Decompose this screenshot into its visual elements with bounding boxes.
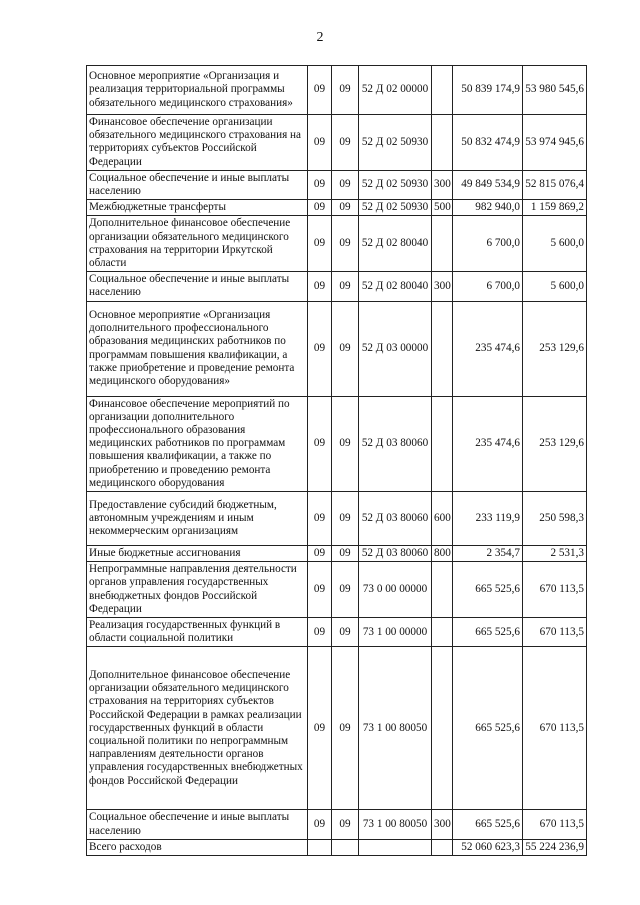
cell-expense-type xyxy=(432,216,453,272)
cell-section: 09 xyxy=(308,272,332,301)
cell-target-article: 52 Д 02 50930 xyxy=(359,170,432,199)
cell-subsection: 09 xyxy=(332,810,359,839)
page-number: 2 xyxy=(316,30,324,45)
cell-subsection: 09 xyxy=(332,562,359,618)
table-row xyxy=(87,810,587,839)
cell-amount-year-1: 6 700,0 xyxy=(453,272,523,301)
cell-amount-year-2: 670 113,5 xyxy=(523,647,587,810)
cell-name: Межбюджетные трансферты xyxy=(87,200,308,216)
cell-expense-type: 800 xyxy=(432,546,453,562)
cell-amount-year-2: 670 113,5 xyxy=(523,810,587,839)
cell-amount-year-2: 2 531,3 xyxy=(523,546,587,562)
table-row xyxy=(87,562,587,618)
table-row xyxy=(87,301,587,396)
cell-name: Основное мероприятие «Организация дополнительного профессионального образования медицинских работников по программам повышения квалификации, а также приобретение и проведение ремонта медицинского оборудования» xyxy=(87,301,308,396)
cell-amount-year-2: 53 980 545,6 xyxy=(523,66,587,115)
cell-section: 09 xyxy=(308,562,332,618)
cell-expense-type xyxy=(432,396,453,491)
cell-name: Реализация государственных функций в области социальной политики xyxy=(87,618,308,647)
cell-amount-year-1: 665 525,6 xyxy=(453,618,523,647)
cell-expense-type xyxy=(432,647,453,810)
cell-target-article: 52 Д 02 80040 xyxy=(359,216,432,272)
cell-subsection: 09 xyxy=(332,170,359,199)
cell-amount-year-1: 665 525,6 xyxy=(453,810,523,839)
cell-target-article: 73 0 00 00000 xyxy=(359,562,432,618)
cell-amount-year-1: 235 474,6 xyxy=(453,301,523,396)
cell-target-article: 52 Д 02 50930 xyxy=(359,115,432,171)
budget-expenditure-table xyxy=(86,65,587,856)
cell-name: Предоставление субсидий бюджетным, автономным учреждениям и иным некоммерческим организациям xyxy=(87,492,308,546)
cell-section: 09 xyxy=(308,301,332,396)
cell-section: 09 xyxy=(308,810,332,839)
cell-subsection: 09 xyxy=(332,396,359,491)
cell-expense-type: 300 xyxy=(432,272,453,301)
cell-name: Дополнительное финансовое обеспечение организации обязательного медицинского страхования на территории Иркутской области xyxy=(87,216,308,272)
table-row xyxy=(87,115,587,171)
cell-target-article: 52 Д 02 00000 xyxy=(359,66,432,115)
cell-amount-year-2: 670 113,5 xyxy=(523,618,587,647)
cell-amount-year-1: 665 525,6 xyxy=(453,562,523,618)
cell-amount-year-1: 50 839 174,9 xyxy=(453,66,523,115)
cell-expense-type: 300 xyxy=(432,810,453,839)
table-row xyxy=(87,272,587,301)
cell-expense-type xyxy=(432,66,453,115)
cell-section: 09 xyxy=(308,216,332,272)
cell-section: 09 xyxy=(308,115,332,171)
table-row xyxy=(87,200,587,216)
cell-section: 09 xyxy=(308,66,332,115)
cell-amount-year-2: 52 815 076,4 xyxy=(523,170,587,199)
cell-section xyxy=(308,839,332,855)
cell-amount-year-1: 6 700,0 xyxy=(453,216,523,272)
cell-target-article: 52 Д 03 80060 xyxy=(359,492,432,546)
cell-subsection: 09 xyxy=(332,546,359,562)
table-row xyxy=(87,170,587,199)
cell-section: 09 xyxy=(308,618,332,647)
cell-name: Всего расходов xyxy=(87,839,308,855)
cell-amount-year-1: 665 525,6 xyxy=(453,647,523,810)
cell-expense-type xyxy=(432,618,453,647)
cell-name: Социальное обеспечение и иные выплаты населению xyxy=(87,272,308,301)
cell-amount-year-2: 253 129,6 xyxy=(523,396,587,491)
cell-expense-type xyxy=(432,115,453,171)
cell-expense-type xyxy=(432,562,453,618)
cell-subsection: 09 xyxy=(332,492,359,546)
cell-expense-type: 600 xyxy=(432,492,453,546)
cell-target-article: 52 Д 03 00000 xyxy=(359,301,432,396)
cell-amount-year-2: 55 224 236,9 xyxy=(523,839,587,855)
table-row xyxy=(87,546,587,562)
cell-section: 09 xyxy=(308,647,332,810)
cell-target-article: 52 Д 03 80060 xyxy=(359,396,432,491)
cell-target-article: 73 1 00 80050 xyxy=(359,647,432,810)
cell-amount-year-2: 1 159 869,2 xyxy=(523,200,587,216)
cell-target-article: 73 1 00 00000 xyxy=(359,618,432,647)
cell-target-article xyxy=(359,839,432,855)
cell-name: Основное мероприятие «Организация и реализация территориальной программы обязательного медицинского страхования» xyxy=(87,66,308,115)
cell-expense-type: 500 xyxy=(432,200,453,216)
cell-amount-year-1: 233 119,9 xyxy=(453,492,523,546)
cell-subsection: 09 xyxy=(332,272,359,301)
table-row xyxy=(87,66,587,115)
cell-expense-type xyxy=(432,301,453,396)
cell-amount-year-2: 253 129,6 xyxy=(523,301,587,396)
table-row xyxy=(87,492,587,546)
cell-amount-year-2: 250 598,3 xyxy=(523,492,587,546)
cell-subsection: 09 xyxy=(332,618,359,647)
cell-expense-type xyxy=(432,839,453,855)
table-row xyxy=(87,647,587,810)
cell-subsection: 09 xyxy=(332,115,359,171)
cell-section: 09 xyxy=(308,492,332,546)
cell-amount-year-2: 5 600,0 xyxy=(523,216,587,272)
cell-target-article: 52 Д 03 80060 xyxy=(359,546,432,562)
cell-name: Иные бюджетные ассигнования xyxy=(87,546,308,562)
cell-name: Финансовое обеспечение мероприятий по организации дополнительного профессионального образования медицинских работников по программам повышения квалификации, а также по приобретению и проведению ремонта медицинского оборудования xyxy=(87,396,308,491)
cell-amount-year-1: 982 940,0 xyxy=(453,200,523,216)
cell-subsection: 09 xyxy=(332,647,359,810)
cell-subsection: 09 xyxy=(332,200,359,216)
cell-section: 09 xyxy=(308,396,332,491)
cell-name: Непрограммные направления деятельности органов управления государственных внебюджетных фондов Российской Федерации xyxy=(87,562,308,618)
cell-amount-year-1: 50 832 474,9 xyxy=(453,115,523,171)
cell-section: 09 xyxy=(308,170,332,199)
cell-target-article: 52 Д 02 80040 xyxy=(359,272,432,301)
cell-amount-year-2: 53 974 945,6 xyxy=(523,115,587,171)
cell-subsection: 09 xyxy=(332,301,359,396)
cell-section: 09 xyxy=(308,200,332,216)
cell-amount-year-1: 52 060 623,3 xyxy=(453,839,523,855)
table-row xyxy=(87,396,587,491)
cell-target-article: 73 1 00 80050 xyxy=(359,810,432,839)
cell-name: Социальное обеспечение и иные выплаты населению xyxy=(87,810,308,839)
total-row xyxy=(87,839,587,855)
cell-name: Социальное обеспечение и иные выплаты населению xyxy=(87,170,308,199)
cell-name: Финансовое обеспечение организации обязательного медицинского страхования на территориях субъектов Российской Федерации xyxy=(87,115,308,171)
cell-subsection: 09 xyxy=(332,216,359,272)
cell-expense-type: 300 xyxy=(432,170,453,199)
cell-subsection: 09 xyxy=(332,66,359,115)
cell-amount-year-1: 49 849 534,9 xyxy=(453,170,523,199)
cell-amount-year-1: 2 354,7 xyxy=(453,546,523,562)
cell-amount-year-2: 5 600,0 xyxy=(523,272,587,301)
table-row xyxy=(87,618,587,647)
cell-target-article: 52 Д 02 50930 xyxy=(359,200,432,216)
cell-name: Дополнительное финансовое обеспечение организации обязательного медицинского страхования на территориях субъектов Российской Федерации в рамках реализации государственных функций в области социальной политики по непрограммным направлениям деятельности органов управления государственных внебюджетных фондов Российской Федерации xyxy=(87,647,308,810)
cell-amount-year-1: 235 474,6 xyxy=(453,396,523,491)
cell-subsection xyxy=(332,839,359,855)
table-row xyxy=(87,216,587,272)
cell-section: 09 xyxy=(308,546,332,562)
cell-amount-year-2: 670 113,5 xyxy=(523,562,587,618)
